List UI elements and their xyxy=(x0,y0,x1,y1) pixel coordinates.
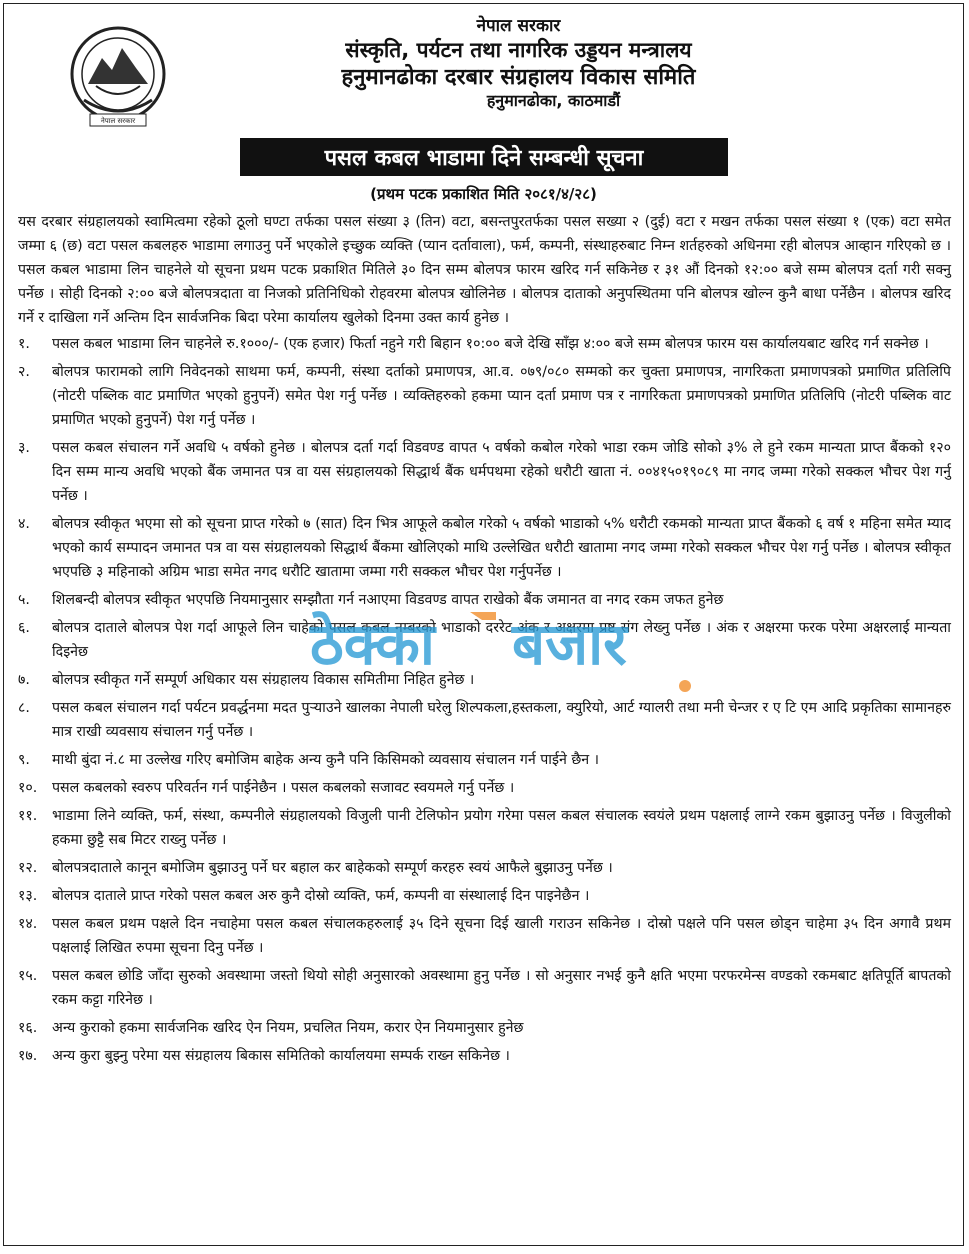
term-text: पसल कबल प्रथम पक्षले दिन नचाहेमा पसल कबल संचालकहरुलाई ३५ दिने सूचना दिई खाली गराउन सकिनेछ । दोस्रो पक्षले पनि पसल छोड्न चाहेमा ३५ दिन अगावै प्रथम पक्षलाई लिखित रुपमा सूचना दिनु पर्नेछ । xyxy=(52,916,951,956)
term-text: पसल कबल भाडामा लिन चाहनेले रु.१०००/- (एक हजार) फिर्ता नहुने गरी बिहान १०:०० बजे देखि साँझ ४:०० बजे सम्म बोलपत्र फारम यस कार्यालयबाट खरिद गर्न सक्नेछ । xyxy=(52,336,929,352)
term-text: बोलपत्र दाताले बोलपत्र पेश गर्दा आफूले लिन चाहेको पसल कबल नम्बरको भाडाको दररेट अंक र अक्षरमा प्रष्ट संग लेख्नु पर्नेछ । अंक र अक्षरमा फरक परेमा अक्षरलाई मान्यता दिइनेछ xyxy=(52,620,951,660)
term-text: पसल कबल छोडि जाँदा सुरुको अवस्थामा जस्तो थियो सोही अनुसारको अवस्थामा हुनु पर्नेछ । सो अनुसार नभई कुनै क्षति भएमा परफरमेन्स वण्डको रकमबाट क्षतिपूर्ति बापतको रकम कट्टा गरिनेछ । xyxy=(52,968,951,1008)
term-text: माथी बुंदा नं.८ मा उल्लेख गरिए बमोजिम बाहेक अन्य कुनै पनि किसिमको व्यवसाय संचालन गर्न पाईने छैन । xyxy=(52,752,600,768)
term-number: ११. xyxy=(18,808,38,824)
term-text: बोलपत्रदाताले कानून बमोजिम बुझाउनु पर्ने घर बहाल कर बाहेकको सम्पूर्ण करहरु स्वयं आफैले बुझाउनु पर्नेछ । xyxy=(52,860,613,876)
term-text: भाडामा लिने व्यक्ति, फर्म, संस्था, कम्पनीले संग्रहालयको विजुली पानी टेलिफोन प्रयोग गरेमा पसल कबल संचालक स्वयंले प्रथम पक्षलाई लाग्ने रकम बुझाउनु पर्नेछ । विजुलीको हकमा छुट्टै सब मिटर राख्नु पर्नेछ । xyxy=(52,808,951,848)
notice-header xyxy=(4,4,963,180)
term-text: अन्य कुराको हकमा सार्वजनिक खरिद ऐन नियम, प्रचलित नियम, करार ऐन नियमानुसार हुनेछ xyxy=(52,1020,524,1036)
term-item xyxy=(18,588,951,612)
term-item xyxy=(18,1016,951,1040)
term-number: ३. xyxy=(18,440,30,456)
notice-title: पसल कबल भाडामा दिने सम्बन्धी सूचना xyxy=(240,138,728,176)
term-item xyxy=(18,668,951,692)
term-text: बोलपत्र दाताले प्राप्त गरेको पसल कबल अरु कुनै दोस्रो व्यक्ति, फर्म, कम्पनी वा संस्थालाई दिन पाइनेछैन । xyxy=(52,888,590,904)
term-text: बोलपत्र फारामको लागि निवेदनको साथमा फर्म, कम्पनी, संस्था दर्ताको प्रमाणपत्र, आ.व. ०७९/०८० सम्मको कर चुक्ता प्रमाणपत्र, नागरिकता प्रमाणपत्रको प्रमाणित प्रतिलिपि (नोटरी पब्लिक वाट प्रमाणित भएको हुनुपर्ने) समेत पेश गर्नु पर्नेछ । व्यक्तिहरुको हकमा प्यान दर्ता प्रमाण पत्र र नागरिकता प्रमाणपत्रको प्रमाणित प्रतिलिपि (नोटरी पब्लिक वाट प्रमाणित भएको हुनुपर्ने) पेश गर्नु पर्नेछ । xyxy=(52,364,951,428)
committee-heading: हनुमानढोका दरबार संग्रहालय विकास समिति xyxy=(341,64,696,90)
published-date: (प्रथम पटक प्रकाशित मिति २०८१/४/२८) xyxy=(370,185,597,203)
term-text: पसल कबल संचालन गर्दा पर्यटन प्रवर्द्धनमा मदत पुऱ्याउने खालका नेपाली घरेलु शिल्पकला,हस्तकला, क्युरियो, आर्ट ग्यालरी तथा मनी चेन्जर र ए टि एम आदि प्रकृतिका सामानहरु मात्र राखी व्यवसाय संचालन गर्नु पर्नेछ । xyxy=(52,700,952,740)
term-number: ९. xyxy=(18,752,30,768)
term-item xyxy=(18,616,951,664)
term-number: १२. xyxy=(18,860,38,876)
term-item xyxy=(18,856,951,880)
term-number: ८. xyxy=(18,700,30,716)
watermark-text-1: ठेक्का xyxy=(310,610,435,678)
term-item xyxy=(18,912,951,960)
watermark-text-2: बजार xyxy=(512,610,627,678)
term-number: ७. xyxy=(18,672,30,688)
term-number: १. xyxy=(18,336,30,352)
term-number: १७. xyxy=(18,1048,38,1064)
term-text: अन्य कुरा बुझ्नु परेमा यस संग्रहालय बिकास समितिको कार्यालयमा सम्पर्क राख्न सकिनेछ । xyxy=(52,1048,510,1064)
term-text: पसल कबल संचालन गर्ने अवधि ५ वर्षको हुनेछ । बोलपत्र दर्ता गर्दा विडवण्ड वापत ५ वर्षको कबोल गरेको भाडा रकम जोडि सोको ३% ले हुने रकम मान्यता प्राप्त बैंकको १२० दिन सम्म मान्य अवधि भएको बैंक जमानत पत्र वा यस संग्रहालयको सिद्धार्थ बैंक धर्मपथमा रहेको धरौटी खाता नं. ००४१५०१९०८९ मा नगद जम्मा गरेको सक्कल भौचर पेश गर्नु पर्नेछ । xyxy=(52,440,951,504)
government-heading: नेपाल सरकार xyxy=(476,16,561,36)
term-item xyxy=(18,1044,951,1068)
term-item xyxy=(18,360,951,432)
ministry-heading: संस्कृति, पर्यटन तथा नागरिक उड्डयन मन्त्रालय xyxy=(345,38,692,63)
term-item xyxy=(18,884,951,908)
term-number: १५. xyxy=(18,968,38,984)
terms-list xyxy=(18,332,951,1068)
location-heading: हनुमानढोका, काठमाडौं xyxy=(486,91,621,110)
term-text: शिलबन्दी बोलपत्र स्वीकृत भएपछि नियमानुसार सम्झौता गर्न नआएमा विडवण्ड वापत राखेको बैंक जमानत वा नगद रकम जफत हुनेछ xyxy=(52,592,724,608)
notice-body xyxy=(4,204,963,1068)
term-text: बोलपत्र स्वीकृत भएमा सो को सूचना प्राप्त गरेको ७ (सात) दिन भित्र आफूले कबोल गरेको ५ वर्षको भाडाको ५% धरौटी रकमको मान्यता प्राप्त बैंकको ६ वर्ष १ महिना समेत म्याद भएको कार्य सम्पादन जमानत पत्र वा यस संग्रहालयको सिद्धार्थ बैंकमा खोलिएको माथि उल्लेखित धरौटी खातामा नगद जम्मा गरेको सक्कल भौचर पेश गर्नु पर्नेछ । बोलपत्र स्वीकृत भएपछि ३ महिनाको अग्रिम भाडा समेत नगद धरौटि खातामा जम्मा गरी सक्कल भौचर पेश गर्नुपर्नेछ । xyxy=(52,516,951,580)
term-item xyxy=(18,804,951,852)
term-text: पसल कबलको स्वरुप परिवर्तन गर्न पाईनेछैन । पसल कबलको सजावट स्वयमले गर्नु पर्नेछ । xyxy=(52,780,515,796)
term-item xyxy=(18,964,951,1012)
term-item xyxy=(18,332,951,356)
term-item xyxy=(18,512,951,584)
term-number: ६. xyxy=(18,620,30,636)
term-number: १०. xyxy=(18,780,38,796)
notice-page xyxy=(3,3,964,1246)
term-number: १६. xyxy=(18,1020,38,1036)
emblem-text: नेपाल सरकार xyxy=(100,117,136,125)
term-number: ४. xyxy=(18,516,30,532)
term-item xyxy=(18,696,951,744)
term-text: बोलपत्र स्वीकृत गर्ने सम्पूर्ण अधिकार यस संग्रहालय विकास समितीमा निहित हुनेछ । xyxy=(52,672,475,688)
term-item xyxy=(18,776,951,800)
term-number: १३. xyxy=(18,888,38,904)
term-number: २. xyxy=(18,364,30,380)
term-number: ५. xyxy=(18,592,30,608)
notice-intro: यस दरबार संग्रहालयको स्वामित्वमा रहेको ठूलो घण्टा तर्फका पसल संख्या ३ (तिन) वटा, बसन्तपुरतर्फका पसल सख्या २ (दुई) वटा र मखन तर्फका पसल संख्या १ (एक) वटा समेत जम्मा ६ (छ) वटा पसल कबलहरु भाडामा लगाउनु पर्ने भएकोले इच्छुक व्यक्ति (प्यान दर्तावाला), फर्म, कम्पनी, संस्थाहरुबाट निम्न शर्तहरुको अधिनमा रही बोलपत्र आव्हान गरिएको छ । पसल कबल भाडामा लिन चाहनेले यो सूचना प्रथम पटक प्रकाशित मितिले ३० दिन सम्म बोलपत्र फारम खरिद गर्न सकिनेछ र ३१ औं दिनको १२:०० बजे सम्म बोलपत्र दर्ता गरी सक्नु पर्नेछ । सोही दिनको २:०० बजे बोलपत्रदाता वा निजको प्रतिनिधिको रोहवरमा बोलपत्र खोलिनेछ । बोलपत्र दाताको अनुपस्थितमा पनि बोलपत्र खोल्न कुनै बाधा पर्नेछैन । बोलपत्र खरिद गर्ने र दाखिला गर्ने अन्तिम दिन सार्वजनिक बिदा परेमा कार्यालय खुलेको दिनमा उक्त कार्य हुनेछ । xyxy=(18,214,951,326)
term-item xyxy=(18,436,951,508)
term-item xyxy=(18,748,951,772)
term-number: १४. xyxy=(18,916,38,932)
